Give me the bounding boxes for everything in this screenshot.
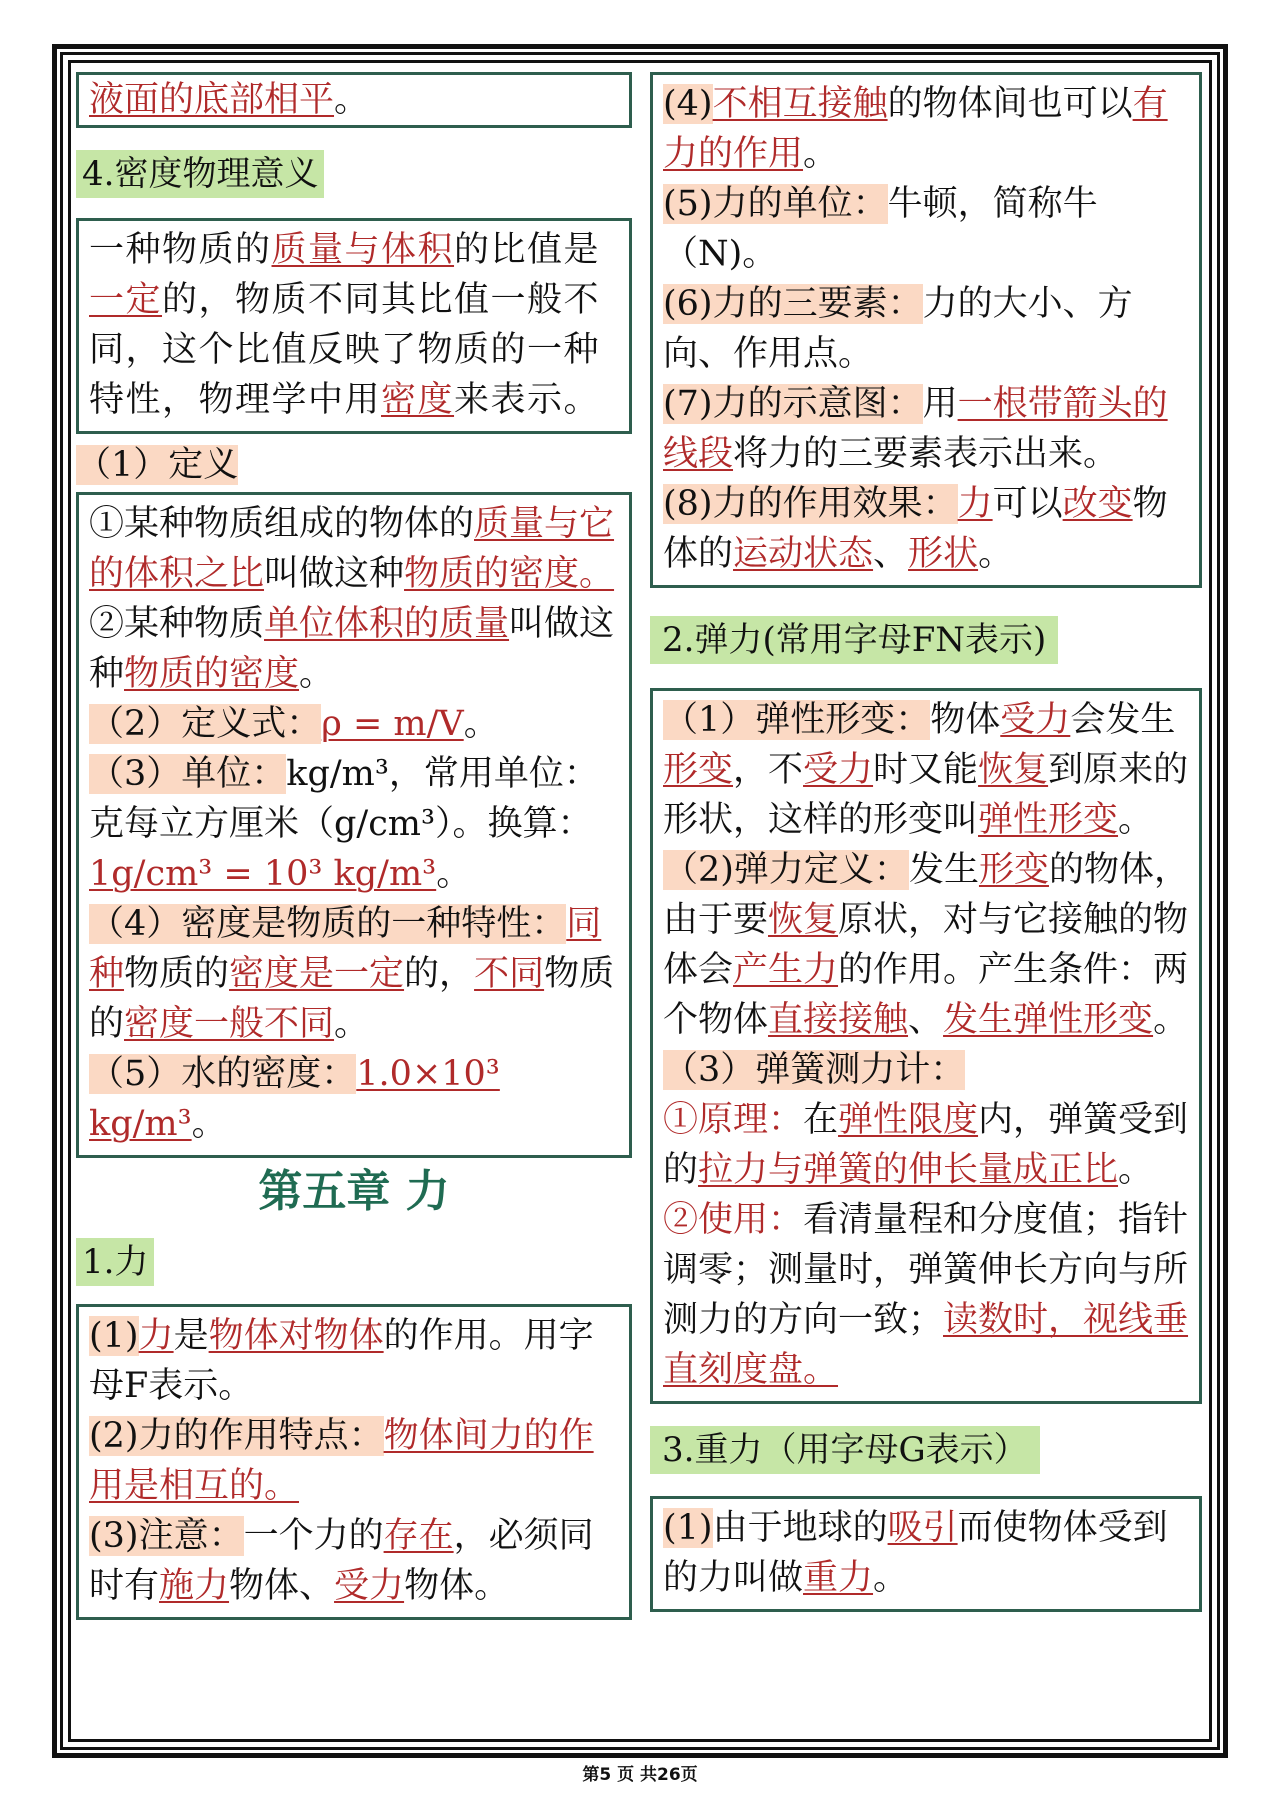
text: 物质的 [124,954,230,994]
item-label: (3)注意： [89,1516,244,1556]
text: 。 [334,80,370,120]
text: 一个力的 [243,1516,384,1556]
text: 内，弹簧受到的 [663,1100,1189,1190]
key-term: 物体间力的作用是相互的。 [89,1416,594,1506]
text: 物体。 [404,1566,510,1606]
key-term: 弹性限度 [838,1100,979,1140]
text: 物质的 [89,954,615,1044]
text: 。 [463,704,499,744]
key-term: 力 [138,1316,174,1356]
text: 物体 [930,700,1001,740]
chapter-title: 第五章 力 [258,1166,450,1217]
key-term: 密度是一定 [229,954,405,994]
text: 的作用。用字母F表示。 [89,1316,594,1406]
force-continued-box [650,72,1202,588]
key-term: 吸引 [887,1508,958,1548]
text: 到原来的形状，这样的形变叫 [663,750,1189,840]
key-term: 拉力与弹簧的伸长量成正比 [698,1150,1119,1190]
key-term: 1.0×10³ kg/m³ [89,1054,500,1144]
text: kg/m³，常用单位：克每立方厘米（g/cm³）。换算： [89,754,599,844]
item-label: （3）弹簧测力计： [663,1050,966,1090]
item-label: (1) [89,1316,139,1356]
key-term: 重力 [803,1558,874,1598]
text: 。 [191,1104,227,1144]
item-label: (1) [663,1508,713,1548]
section-heading: 1.力 [76,1238,154,1286]
key-term: 质量与它的体积之比 [89,504,615,594]
key-term: 形状 [908,534,979,574]
text: 用 [922,384,958,424]
text: 看清量程和分度值；指针调零；测量时，弹簧伸长方向与所测力的方向一致； [663,1200,1189,1340]
item-label: (7)力的示意图： [663,384,923,424]
definition-heading-wrap [76,440,632,490]
section-3-heading-wrap [650,1426,1202,1474]
key-term: 直接接触 [768,1000,909,1040]
key-term: 密度一般不同 [124,1004,335,1044]
density-meaning-paragraph [89,225,619,425]
text: 会发生 [1070,700,1176,740]
key-term: 同种 [89,904,602,994]
text: 。 [1153,1000,1189,1040]
page-footer: 第5 页 共26页 [582,1765,698,1785]
text: ，不 [733,750,804,790]
section-heading: 3.重力（用字母G表示） [650,1426,1040,1474]
section-4-heading-wrap [76,150,632,198]
key-term: 单位体积的质量 [264,604,510,644]
text: 将力的三要素表示出来。 [733,434,1119,474]
property-line [89,899,619,1049]
key-term: 施力 [159,1566,230,1606]
elastic-deformation [663,695,1189,845]
text: 由于地球的 [712,1508,888,1548]
item-label: (8)力的作用效果： [663,484,958,524]
item-label: (5)力的单位： [663,184,888,224]
key-term: 存在 [383,1516,454,1556]
text: 力的大小、方向、作用点。 [663,284,1133,374]
text: 、 [873,534,909,574]
text: ，必须同时有 [89,1516,594,1606]
force-diagram [663,379,1189,479]
item-label: ①原理： [663,1100,804,1140]
text: ②某种物质 [89,604,265,644]
force-box [76,1304,632,1620]
force-feature [89,1411,619,1511]
continuation-box [76,72,632,128]
text: 而使物体受到的力叫做 [663,1508,1168,1598]
spring-scale-usage [663,1195,1189,1395]
item-label: （2）定义式： [89,704,322,744]
text: 原状，对与它接触的物体会 [663,900,1189,990]
key-term: 弹性形变 [978,800,1119,840]
text: 叫做这种 [264,554,405,594]
formula-line [89,699,619,749]
text: 的物体，由于要 [663,850,1189,940]
definition-box [76,492,632,1158]
text: 牛顿，简称牛（N)。 [663,184,1098,274]
key-term: 液面的底部相平 [89,80,335,120]
gravity-definition [663,1503,1189,1603]
key-term: 改变 [1062,484,1133,524]
text: 。 [873,1558,909,1598]
item-label: (6)力的三要素： [663,284,923,324]
text: 是 [173,1316,209,1356]
key-term: 产生力 [733,950,839,990]
water-density-line [89,1049,619,1149]
force-three-elements [663,279,1189,379]
key-term: 形变 [978,850,1049,890]
key-term: 物质的密度 [124,654,300,694]
text: 一种物质的 [89,230,272,270]
text: 。 [978,534,1014,574]
key-term: 1g/cm³ = 10³ kg/m³ [89,854,437,894]
gravity-box [650,1496,1202,1612]
key-term: 受力 [1000,700,1071,740]
key-term: 有力的作用 [663,84,1168,174]
section-heading: 2.弹力(常用字母FN表示) [650,616,1058,664]
text: 。 [299,654,335,694]
item-label: （2)弹力定义： [663,850,909,890]
elastic-force-box [650,688,1202,1404]
force-note [89,1511,619,1611]
text: 。 [803,134,839,174]
key-term: 力 [957,484,993,524]
text: 的，物质不同其比值一般不同，这个比值反映了物质的一种特性，物理学中用 [89,280,601,420]
key-term: 恢复 [768,900,839,940]
text: 发生 [908,850,979,890]
key-term: 一根带箭头的线段 [663,384,1168,474]
text: 在 [803,1100,839,1140]
item-label: （3）单位： [89,754,287,794]
text: 物体、 [229,1566,335,1606]
definition-heading: （1）定义 [76,445,239,485]
item-label: （1）弹性形变： [663,700,931,740]
section-heading: 4.密度物理意义 [76,150,324,198]
text: 的比值是 [454,230,601,270]
elastic-definition [663,845,1189,1045]
text: ①某种物质组成的物体的 [89,504,475,544]
key-term: 不相互接触 [712,84,888,124]
item-label: (4) [663,84,713,124]
text: 时又能 [873,750,979,790]
text: 、 [908,1000,944,1040]
key-term: 受力 [803,750,874,790]
section-2-heading-wrap [650,616,1202,664]
text: 。 [1118,1150,1154,1190]
density-meaning-box [76,218,632,434]
item-label: （5）水的密度： [89,1054,357,1094]
force-unit [663,179,1189,279]
key-term: 恢复 [978,750,1049,790]
item-label: ②使用： [663,1200,804,1240]
key-term: 物体对物体 [208,1316,384,1356]
key-term: 物质的密度。 [404,554,615,594]
text: 。 [436,854,472,894]
right-column [650,72,1202,1612]
text: 的物体间也可以 [887,84,1133,124]
key-term: 质量与体积 [271,230,455,270]
left-column [76,72,632,1620]
key-term: 形变 [663,750,734,790]
key-term: 密度 [381,380,455,420]
text: 来表示。 [454,380,601,420]
key-term: 受力 [334,1566,405,1606]
text: 。 [334,1004,370,1044]
force-no-contact [663,79,1189,179]
text: 物体的 [663,484,1168,574]
continuation-text [89,75,619,125]
spring-scale-heading [663,1045,1189,1095]
item-label: （4）密度是物质的一种特性： [89,904,567,944]
text: 叫做这种 [89,604,615,694]
key-term: 运动状态 [733,534,874,574]
key-term: 发生弹性形变 [943,1000,1154,1040]
key-term: 读数时，视线垂直刻度盘。 [663,1300,1189,1390]
force-effect [663,479,1189,579]
text: 。 [1118,800,1154,840]
key-term: 一定 [89,280,163,320]
text: 的作用。产生条件：两个物体 [663,950,1189,1040]
force-definition [89,1311,619,1411]
text: 可以 [992,484,1063,524]
unit-line [89,749,619,899]
item-label: (2)力的作用特点： [89,1416,384,1456]
key-term: ρ = m/V [321,704,464,744]
text: 的， [404,954,475,994]
key-term: 不同 [474,954,545,994]
definition-paragraph [89,499,619,699]
spring-scale-principle [663,1095,1189,1195]
section-1-heading-wrap [76,1238,632,1286]
